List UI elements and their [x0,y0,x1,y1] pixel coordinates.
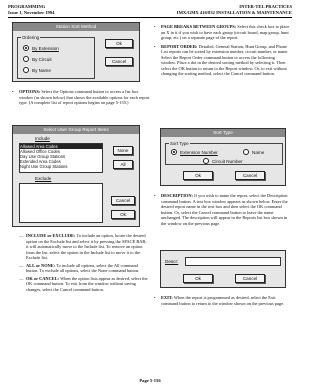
list-item[interactable]: Day Use Group Stations [20,154,66,159]
header-company: INTER-TEL PRACTICES [239,4,292,9]
report-order-lead: REPORT ORDER: [161,43,198,49]
include-exclude-lead: INCLUDE or EXCLUDE: [26,233,76,238]
all-none-body: To include all options, select the All command button. To exclude all options, select the None command button. [26,262,140,273]
right-top-text [154,22,290,77]
descr-label: Descr: [165,259,179,264]
description-lead: DESCRIPTION: [161,193,193,198]
exclude-label: Exclude [35,176,52,181]
page-number: Page 5-156 [139,378,161,383]
station-sort-dialog [12,22,140,82]
description-dialog [160,250,286,288]
report-order-item [154,44,290,77]
radio-by-circuit[interactable] [23,56,52,62]
left-subitems [12,231,150,292]
header-left [8,4,54,15]
ok-button[interactable]: Ok [183,171,213,180]
radio-by-extension-label: By Extension [32,45,59,51]
station-sort-title: Station Sort Method [13,23,139,31]
radio-by-name[interactable] [23,67,51,73]
list-item[interactable]: Extended Area Codes [20,159,61,164]
descr-input[interactable] [185,257,281,266]
exit-paragraph [154,293,290,306]
include-exclude-item [19,233,150,261]
description-body: If you wish to name the report, select the Description command button. A text box window appears as shown below. Enter the desired report name in the text box and then select the OK command button. Or, select the Cancel command button to leave the name unchanged. The description will appear in the Reports list box shown in the window on the previous page. [161,193,288,226]
dash: — [19,262,24,268]
none-button[interactable]: None [113,146,133,155]
ok-button[interactable]: Ok [111,210,135,219]
all-button[interactable]: All [113,160,133,169]
group-report-dialog [12,125,140,227]
sort-type-dialog [160,128,286,186]
header-issue: Issue 1, November 1994 [8,9,55,15]
list-item[interactable]: Allowed Office Codes [20,149,60,154]
cancel-button[interactable]: Cancel [235,171,265,180]
include-list[interactable] [19,143,103,173]
sort-type-title: Sort Type [161,129,285,137]
header-manual: IMX/GMX 416/832 INSTALLATION & MAINTENANCE [176,9,292,15]
radio-circuit-number[interactable] [203,158,243,164]
page-breaks-body: Select this check box to place an X in it if you wish to have each group (circuit board, map group, hunt group, etc.) on a separate page of the report. [161,24,290,40]
header-rule [8,17,292,18]
description-paragraph [154,191,290,226]
sort-type-label: Sort Type [170,141,189,146]
options-lead: OPTIONS: [19,89,41,94]
page-breaks-item [154,24,290,41]
ok-button[interactable]: Ok [183,274,213,283]
radio-by-extension[interactable] [23,45,59,51]
options-paragraph [12,87,150,106]
radio-empty-icon [23,67,29,73]
include-exclude-body: To include an option, locate the desired option on the Exclude list and select it by pressing the SPACE BAR; it will automatically move to the Include list. To remove an option from the list, select the option in the Include list to move it to the Exclude list. [26,233,147,260]
radio-circuit-number-label: Circuit Number [212,158,243,164]
group-report-title: Select User Group Report Items [13,126,139,134]
bullet: • [154,193,156,198]
bullet: • [154,24,156,29]
radio-empty-icon [23,56,29,62]
radio-empty-icon [203,158,209,164]
ok-cancel-body: When the option lists appear as desired, select the OK command button. To exit from the window without saving changes, select the Cancel command button. [26,275,148,292]
radio-selected-icon [171,149,177,155]
bullet: • [154,295,156,300]
radio-name[interactable] [243,149,264,155]
ok-cancel-item [19,276,150,293]
cancel-button[interactable]: Cancel [111,196,135,205]
radio-by-name-label: By Name [32,67,51,73]
exit-body: When the report is programmed as desired, select the Exit command button to return to the window shown on the previous page. [161,295,285,306]
exclude-list[interactable] [19,183,103,223]
all-none-item [19,263,150,274]
radio-selected-icon [23,45,29,51]
ordering-label: Ordering [22,35,40,40]
header-section: PROGRAMMING [8,4,46,9]
include-label: Include [35,136,50,141]
all-none-lead: ALL or NONE: [26,262,56,268]
radio-extension-number-label: Extension Number [180,149,218,155]
dash: — [19,233,24,238]
cancel-button[interactable]: Cancel [235,274,265,283]
radio-name-label: Name [252,149,265,155]
bullet: • [12,89,14,94]
radio-empty-icon [243,149,249,155]
list-item[interactable]: Night Use Group Stations [20,164,68,169]
bullet: • [154,43,156,49]
list-item[interactable]: Allowed Area Codes [20,144,102,149]
header-right [177,4,292,15]
options-body: Select the Options command button to access a list box window (as shown below) that shows the available options for each report type. (A complete list of report options begins on page 5-155.) [19,89,150,105]
cancel-button[interactable]: Cancel [105,57,133,66]
radio-extension-number[interactable] [171,149,218,155]
report-order-body: Detailed, General Station, Hunt Group, and Phone List reports can be sorted by extension number, circuit number, or name. Select the Report Order command button to access the following window. Place a dot in the desired sorting method by selecting it. Then select the OK button to return to the Report window. Or, to exit without changing the sorting method, select the Cancel command button. [161,43,289,76]
dash: — [19,275,24,281]
page-breaks-lead: PAGE BREAKS BETWEEN GROUPS: [161,24,237,29]
radio-by-circuit-label: By Circuit [32,56,52,62]
ok-cancel-lead: OK or CANCEL: [26,275,60,281]
exit-lead: EXIT: [161,295,173,300]
ok-button[interactable]: Ok [105,39,133,48]
